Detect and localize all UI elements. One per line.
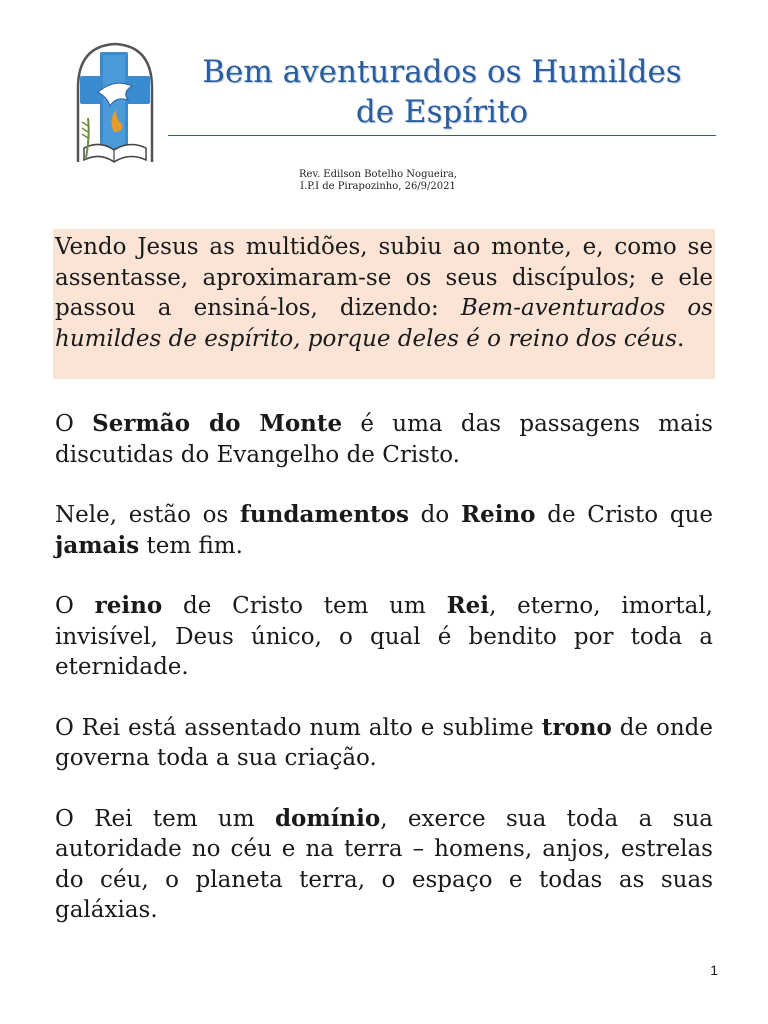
- byline: [268, 169, 488, 193]
- scripture-quote: Bem-aventurados os humildes de espírito, porque deles é o reino dos céus: [55, 295, 714, 352]
- text: O: [55, 411, 93, 437]
- text: de Cristo tem um: [162, 593, 447, 619]
- text: tem fim.: [139, 532, 243, 559]
- document-title: [168, 52, 716, 132]
- church-logo-icon: [70, 40, 160, 165]
- title-line-2: de Espírito: [355, 94, 529, 130]
- text: O Rei tem um: [55, 805, 275, 832]
- text: de Cristo que: [535, 502, 713, 528]
- church-date-line: I.P.I de Pirapozinho, 26/9/2021: [300, 181, 456, 192]
- bold-text: domínio: [274, 804, 381, 832]
- text: de onde governa toda a sua criação.: [55, 714, 713, 771]
- bold-text: Reino: [460, 501, 536, 528]
- paragraph-3: [55, 591, 713, 683]
- paragraph-1: [55, 409, 713, 470]
- paragraph-4: [55, 713, 713, 774]
- text: é uma das passagens mais discutidas do Evangelho de Cristo.: [55, 411, 713, 468]
- bold-text: Rei: [446, 592, 490, 619]
- page-number: 1: [710, 962, 718, 978]
- text: do: [408, 502, 461, 528]
- text: O: [55, 593, 95, 619]
- bold-text: jamais: [55, 531, 140, 559]
- body-paragraphs: [55, 409, 713, 956]
- title-line-1: Bem aventurados os Humildes: [202, 54, 682, 90]
- author-line: Rev. Edilson Botelho Nogueira,: [299, 169, 457, 180]
- title-divider: [168, 135, 716, 136]
- scripture-text: Vendo Jesus as multidões, subiu ao monte, e, como se assentasse, aproximaram-se os seus discípulos; e ele passou a ensiná-los, dizendo:: [55, 234, 713, 321]
- text: , exerce sua toda a sua autoridade no céu e na terra – homens, anjos, estrelas do céu, o planeta terra, o espaço e todas as suas galáxias.: [55, 805, 713, 923]
- text: O Rei está assentado num alto e sublime: [55, 714, 542, 741]
- bold-text: fundamentos: [240, 501, 409, 528]
- bold-text: Sermão do Monte: [92, 410, 343, 437]
- text: Nele, estão os: [55, 502, 241, 528]
- paragraph-2: [55, 500, 713, 561]
- paragraph-5: [55, 804, 713, 926]
- bold-text: reino: [94, 592, 163, 619]
- scripture-end: .: [677, 325, 685, 352]
- bold-text: trono: [541, 713, 612, 741]
- text: , eterno, imortal, invisível, Deus único, o qual é bendito por toda a eternidade.: [55, 593, 713, 680]
- scripture-highlight: [53, 229, 715, 379]
